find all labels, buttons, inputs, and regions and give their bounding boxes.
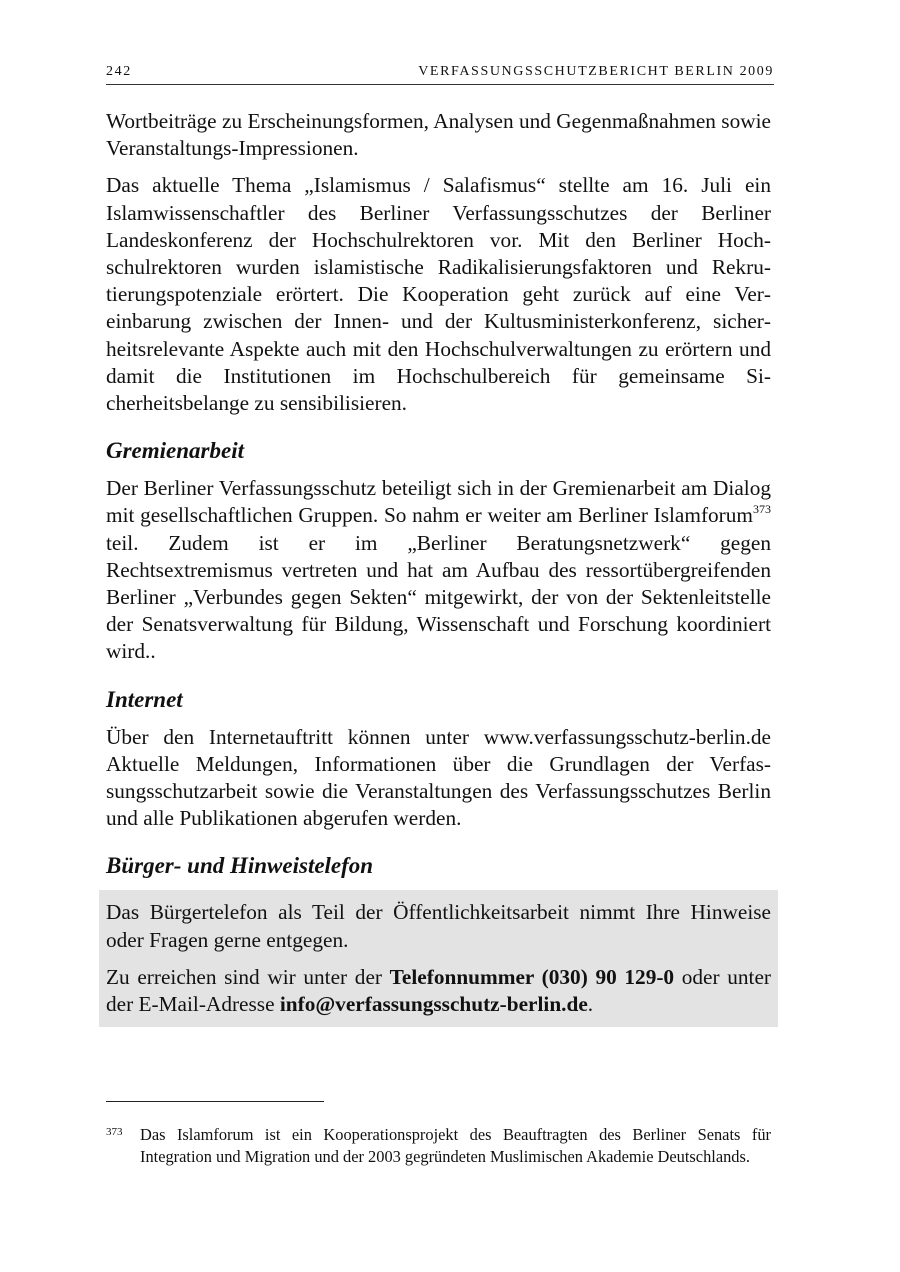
paragraph-buergertelefon: Das Bürgertelefon als Teil der Öffentlichkeitsarbeit nimmt Ihre Hinweise oder Fragen gerne entgegen. — [106, 900, 771, 952]
footnote-reference: 373 — [753, 502, 771, 517]
paragraph-intro: Wortbeiträge zu Erscheinungsformen, Analysen und Gegenmaßnahmen sowie Veranstaltungs-Impressionen. — [106, 109, 771, 161]
phone-number: Telefonnummer (030) 90 129-0 — [389, 964, 675, 989]
contact-suffix: . — [587, 992, 594, 1017]
footnote-text: Das Islamforum ist ein Kooperationsprojekt des Beauftragten des Berliner Senats für Integration und Migration und der 2003 gegründeten Muslimischen Akademie Deutschlands. — [140, 1125, 771, 1166]
gremienarbeit-text-1: Der Berliner Verfassungsschutz beteiligt sich in der Gremienarbeit am Dialog mit gesellschaftlichen Gruppen. So nahm er weiter am Berliner Islamforum — [106, 476, 771, 528]
running-title: VERFASSUNGSSCHUTZBERICHT BERLIN 2009 — [418, 64, 774, 79]
paragraph-contact — [106, 964, 771, 1018]
heading-gremienarbeit: Gremienarbeit — [106, 438, 244, 464]
contact-middle: oder unter der E-Mail-Adresse — [106, 964, 772, 1017]
heading-telefon: Bürger- und Hinweistelefon — [106, 853, 374, 879]
footnote — [106, 1124, 771, 1167]
paragraph-gremienarbeit — [106, 475, 771, 665]
gremienarbeit-text-2: teil. Zudem ist er im „Berliner Beratungsnetzwerk“ gegen Rechtsextremismus vertreten und hat am Aufbau des ressortübergreifenden Berliner „Verbundes gegen Sekten“ mitgewirkt, der von der Sektenleitstelle der Senatsverwaltung für Bildung, Wissenschaft und Forschung koordiniert wird.. — [106, 530, 771, 664]
contact-info-box — [99, 890, 778, 1027]
page-header — [106, 62, 774, 85]
page-content — [106, 108, 771, 1027]
email-address: info@verfassungsschutz-berlin.de — [279, 992, 588, 1017]
contact-prefix: Zu erreichen sind wir unter der — [106, 964, 390, 989]
paragraph-internet: Über den Internetauftritt können unter www.verfassungsschutz-berlin.de Aktuelle Meldungen, Informationen über die Grundlagen der Verfassungsschutzarbeit sowie die Veranstaltungen des Verfassungsschutzes Berlin und alle Publikationen abgerufen werden. — [106, 724, 771, 831]
heading-internet: Internet — [106, 686, 183, 712]
footnote-divider — [106, 1101, 324, 1102]
page-number: 242 — [106, 64, 132, 79]
footnote-number: 373 — [106, 1126, 123, 1138]
paragraph-islamismus: Das aktuelle Thema „Islamismus / Salafismus“ stellte am 16. Juli ein Islamwissenschaftler des Berliner Verfassungsschutzes der Berliner Landeskonferenz der Hochschulrektoren vor. Mit den Berliner Hochschulrektoren wurden islamistische Radikalisierungsfaktoren und Rekrutierungspotenziale erörtert. Die Kooperation geht zurück auf eine Vereinbarung zwischen der Innen- und der Kultusministerkonferenz, sicherheitsrelevante Aspekte auch mit den Hochschulverwaltungen zu erörtern und damit die Institutionen im Hochschulbereich für gemeinsame Sicherheitsbelange zu sensibilisieren. — [106, 173, 771, 416]
